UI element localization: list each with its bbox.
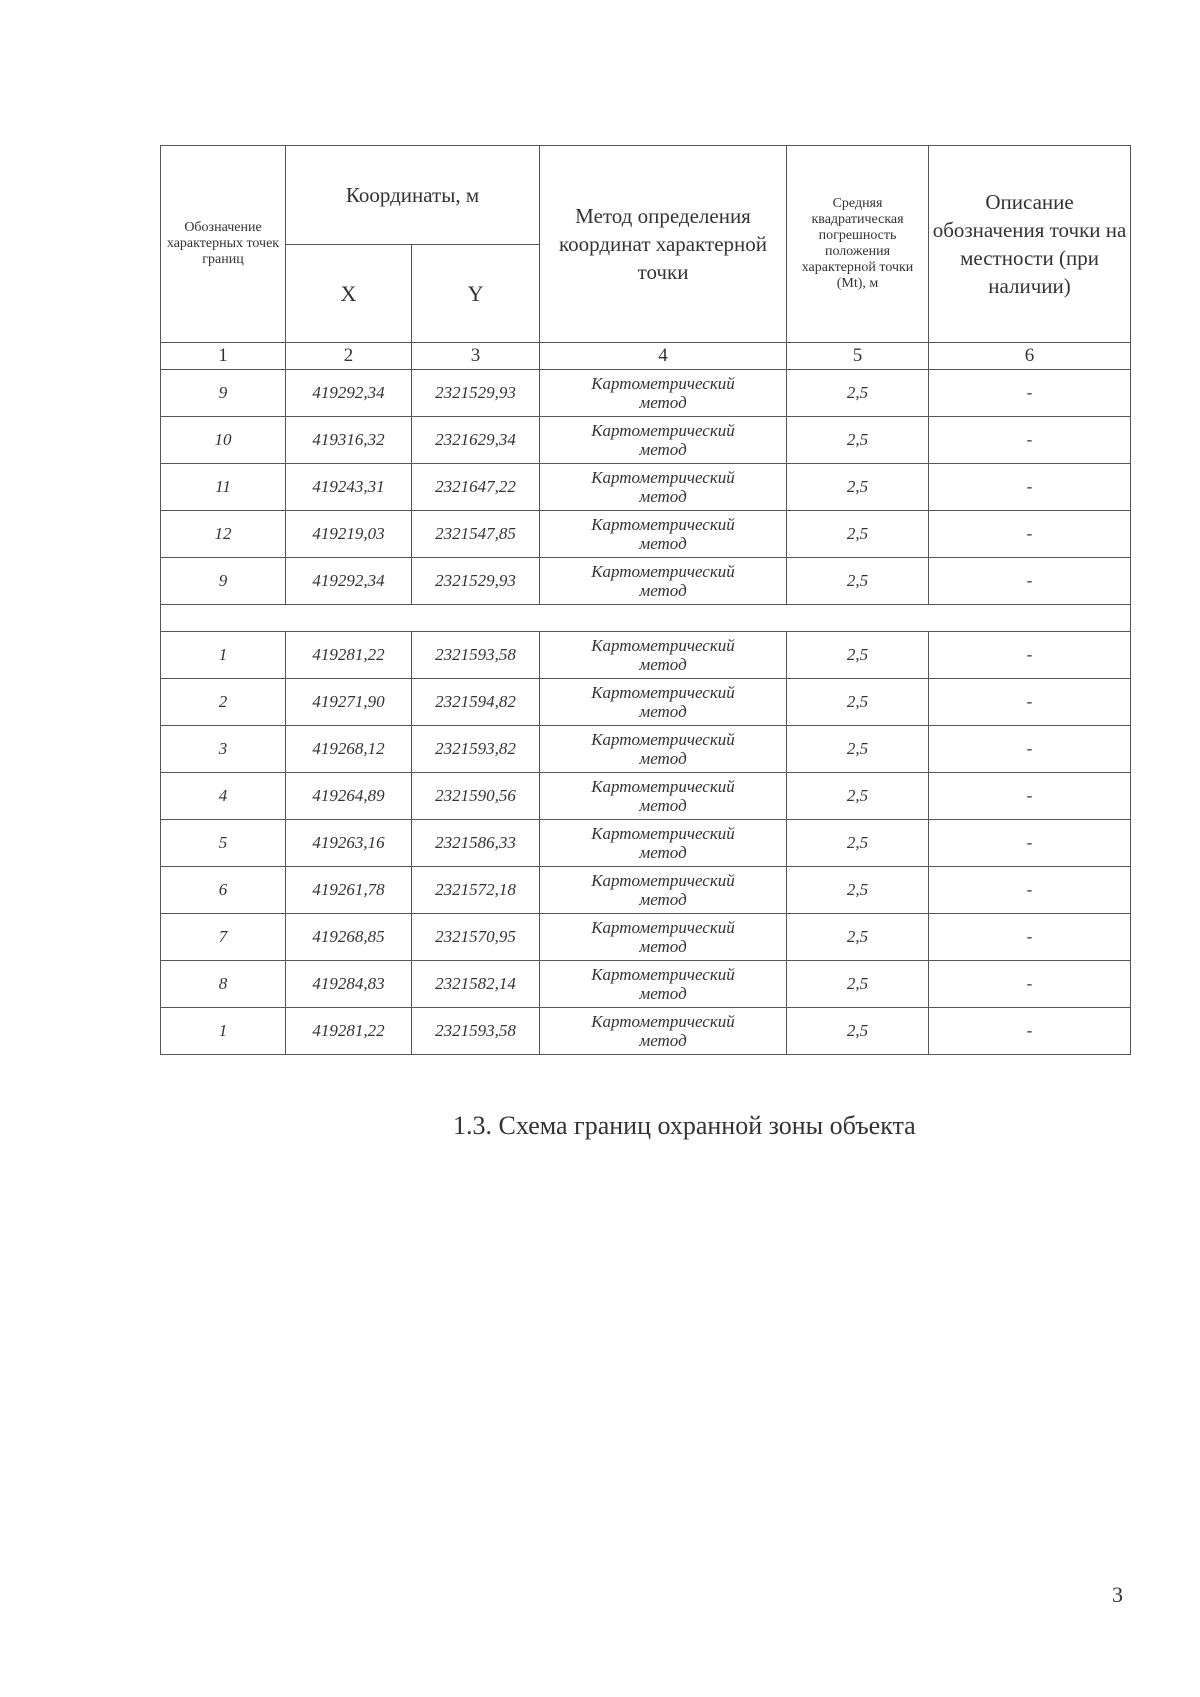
description-cell: - [929,867,1131,914]
header-description: Описание обозначения точки на местности (при наличии) [929,146,1131,343]
method-line-2: метод [639,843,687,862]
method-cell [540,679,787,726]
table-row [161,370,1131,417]
method-line-2: метод [639,796,687,815]
y-coordinate-cell: 2321647,22 [412,464,540,511]
method-line-2: метод [639,984,687,1003]
method-line-2: метод [639,749,687,768]
accuracy-cell: 2,5 [787,558,929,605]
point-cell: 6 [161,867,286,914]
x-coordinate-cell: 419292,34 [286,370,412,417]
method-line-1: Картометрический [591,871,735,890]
y-coordinate-cell: 2321594,82 [412,679,540,726]
table-row [161,417,1131,464]
method-line-2: метод [639,440,687,459]
accuracy-cell: 2,5 [787,417,929,464]
y-coordinate-cell: 2321582,14 [412,961,540,1008]
description-cell: - [929,511,1131,558]
table-header [161,146,1131,370]
coordinates-table [160,145,1131,1055]
description-cell: - [929,679,1131,726]
point-cell: 9 [161,370,286,417]
table-row [161,961,1131,1008]
method-line-1: Картометрический [591,918,735,937]
description-cell: - [929,1008,1131,1055]
y-coordinate-cell: 2321570,95 [412,914,540,961]
x-coordinate-cell: 419268,12 [286,726,412,773]
point-cell: 5 [161,820,286,867]
description-cell: - [929,773,1131,820]
description-cell: - [929,417,1131,464]
y-coordinate-cell: 2321593,58 [412,1008,540,1055]
accuracy-cell: 2,5 [787,773,929,820]
column-number: 5 [787,343,929,370]
header-designation: Обозначение характерных точек границ [161,146,286,343]
header-accuracy: Средняя квадратическая погрешность положения характерной точки (Mt), м [787,146,929,343]
x-coordinate-cell: 419281,22 [286,1008,412,1055]
method-cell [540,867,787,914]
method-cell [540,558,787,605]
description-cell: - [929,820,1131,867]
x-coordinate-cell: 419271,90 [286,679,412,726]
table-row [161,511,1131,558]
table-row [161,773,1131,820]
table-group-1 [161,370,1131,605]
method-line-1: Картометрический [591,421,735,440]
method-line-2: метод [639,890,687,909]
table-group-separator [161,605,1131,632]
method-line-2: метод [639,534,687,553]
point-cell: 3 [161,726,286,773]
table-row [161,867,1131,914]
method-line-1: Картометрический [591,777,735,796]
point-cell: 8 [161,961,286,1008]
accuracy-cell: 2,5 [787,464,929,511]
header-x: X [286,245,412,343]
method-line-2: метод [639,1031,687,1050]
accuracy-cell: 2,5 [787,867,929,914]
description-cell: - [929,961,1131,1008]
accuracy-cell: 2,5 [787,914,929,961]
point-cell: 1 [161,1008,286,1055]
column-number: 2 [286,343,412,370]
description-cell: - [929,726,1131,773]
method-cell [540,417,787,464]
accuracy-cell: 2,5 [787,961,929,1008]
accuracy-cell: 2,5 [787,820,929,867]
column-number: 6 [929,343,1131,370]
accuracy-cell: 2,5 [787,511,929,558]
method-line-1: Картометрический [591,965,735,984]
method-line-2: метод [639,937,687,956]
x-coordinate-cell: 419268,85 [286,914,412,961]
point-cell: 4 [161,773,286,820]
table-row [161,558,1131,605]
description-cell: - [929,632,1131,679]
method-line-2: метод [639,487,687,506]
method-line-2: метод [639,655,687,674]
method-cell [540,820,787,867]
y-coordinate-cell: 2321529,93 [412,558,540,605]
method-cell [540,726,787,773]
point-cell: 11 [161,464,286,511]
y-coordinate-cell: 2321529,93 [412,370,540,417]
y-coordinate-cell: 2321547,85 [412,511,540,558]
y-coordinate-cell: 2321629,34 [412,417,540,464]
table-row [161,464,1131,511]
method-line-2: метод [639,393,687,412]
table-row [161,632,1131,679]
header-method: Метод определения координат характерной точки [540,146,787,343]
method-cell [540,914,787,961]
method-line-1: Картометрический [591,468,735,487]
method-line-1: Картометрический [591,683,735,702]
point-cell: 2 [161,679,286,726]
description-cell: - [929,558,1131,605]
x-coordinate-cell: 419219,03 [286,511,412,558]
header-coordinates: Координаты, м [286,146,540,245]
method-cell [540,511,787,558]
method-line-1: Картометрический [591,1012,735,1031]
x-coordinate-cell: 419243,31 [286,464,412,511]
method-line-1: Картометрический [591,374,735,393]
accuracy-cell: 2,5 [787,632,929,679]
method-cell [540,370,787,417]
x-coordinate-cell: 419263,16 [286,820,412,867]
method-line-2: метод [639,581,687,600]
x-coordinate-cell: 419264,89 [286,773,412,820]
x-coordinate-cell: 419292,34 [286,558,412,605]
y-coordinate-cell: 2321586,33 [412,820,540,867]
separator-row [161,605,1131,632]
accuracy-cell: 2,5 [787,1008,929,1055]
point-cell: 10 [161,417,286,464]
x-coordinate-cell: 419281,22 [286,632,412,679]
section-title: 1.3. Схема границ охранной зоны объекта [453,1111,916,1140]
method-cell [540,1008,787,1055]
description-cell: - [929,464,1131,511]
table-group-2 [161,632,1131,1055]
method-cell [540,632,787,679]
table-row [161,726,1131,773]
accuracy-cell: 2,5 [787,370,929,417]
point-cell: 7 [161,914,286,961]
method-line-1: Картометрический [591,824,735,843]
y-coordinate-cell: 2321593,82 [412,726,540,773]
table-row [161,679,1131,726]
accuracy-cell: 2,5 [787,726,929,773]
method-cell [540,773,787,820]
description-cell: - [929,914,1131,961]
point-cell: 9 [161,558,286,605]
method-line-1: Картометрический [591,562,735,581]
column-number: 4 [540,343,787,370]
table-row [161,914,1131,961]
method-line-2: метод [639,702,687,721]
accuracy-cell: 2,5 [787,679,929,726]
x-coordinate-cell: 419284,83 [286,961,412,1008]
header-y: Y [412,245,540,343]
x-coordinate-cell: 419316,32 [286,417,412,464]
method-line-1: Картометрический [591,515,735,534]
y-coordinate-cell: 2321590,56 [412,773,540,820]
column-number: 1 [161,343,286,370]
method-cell [540,961,787,1008]
y-coordinate-cell: 2321572,18 [412,867,540,914]
point-cell: 12 [161,511,286,558]
page-number: 3 [1112,1582,1123,1607]
method-line-1: Картометрический [591,730,735,749]
method-cell [540,464,787,511]
table-row [161,820,1131,867]
column-number-row [161,343,1131,370]
column-number: 3 [412,343,540,370]
table-row [161,1008,1131,1055]
description-cell: - [929,370,1131,417]
x-coordinate-cell: 419261,78 [286,867,412,914]
point-cell: 1 [161,632,286,679]
method-line-1: Картометрический [591,636,735,655]
y-coordinate-cell: 2321593,58 [412,632,540,679]
